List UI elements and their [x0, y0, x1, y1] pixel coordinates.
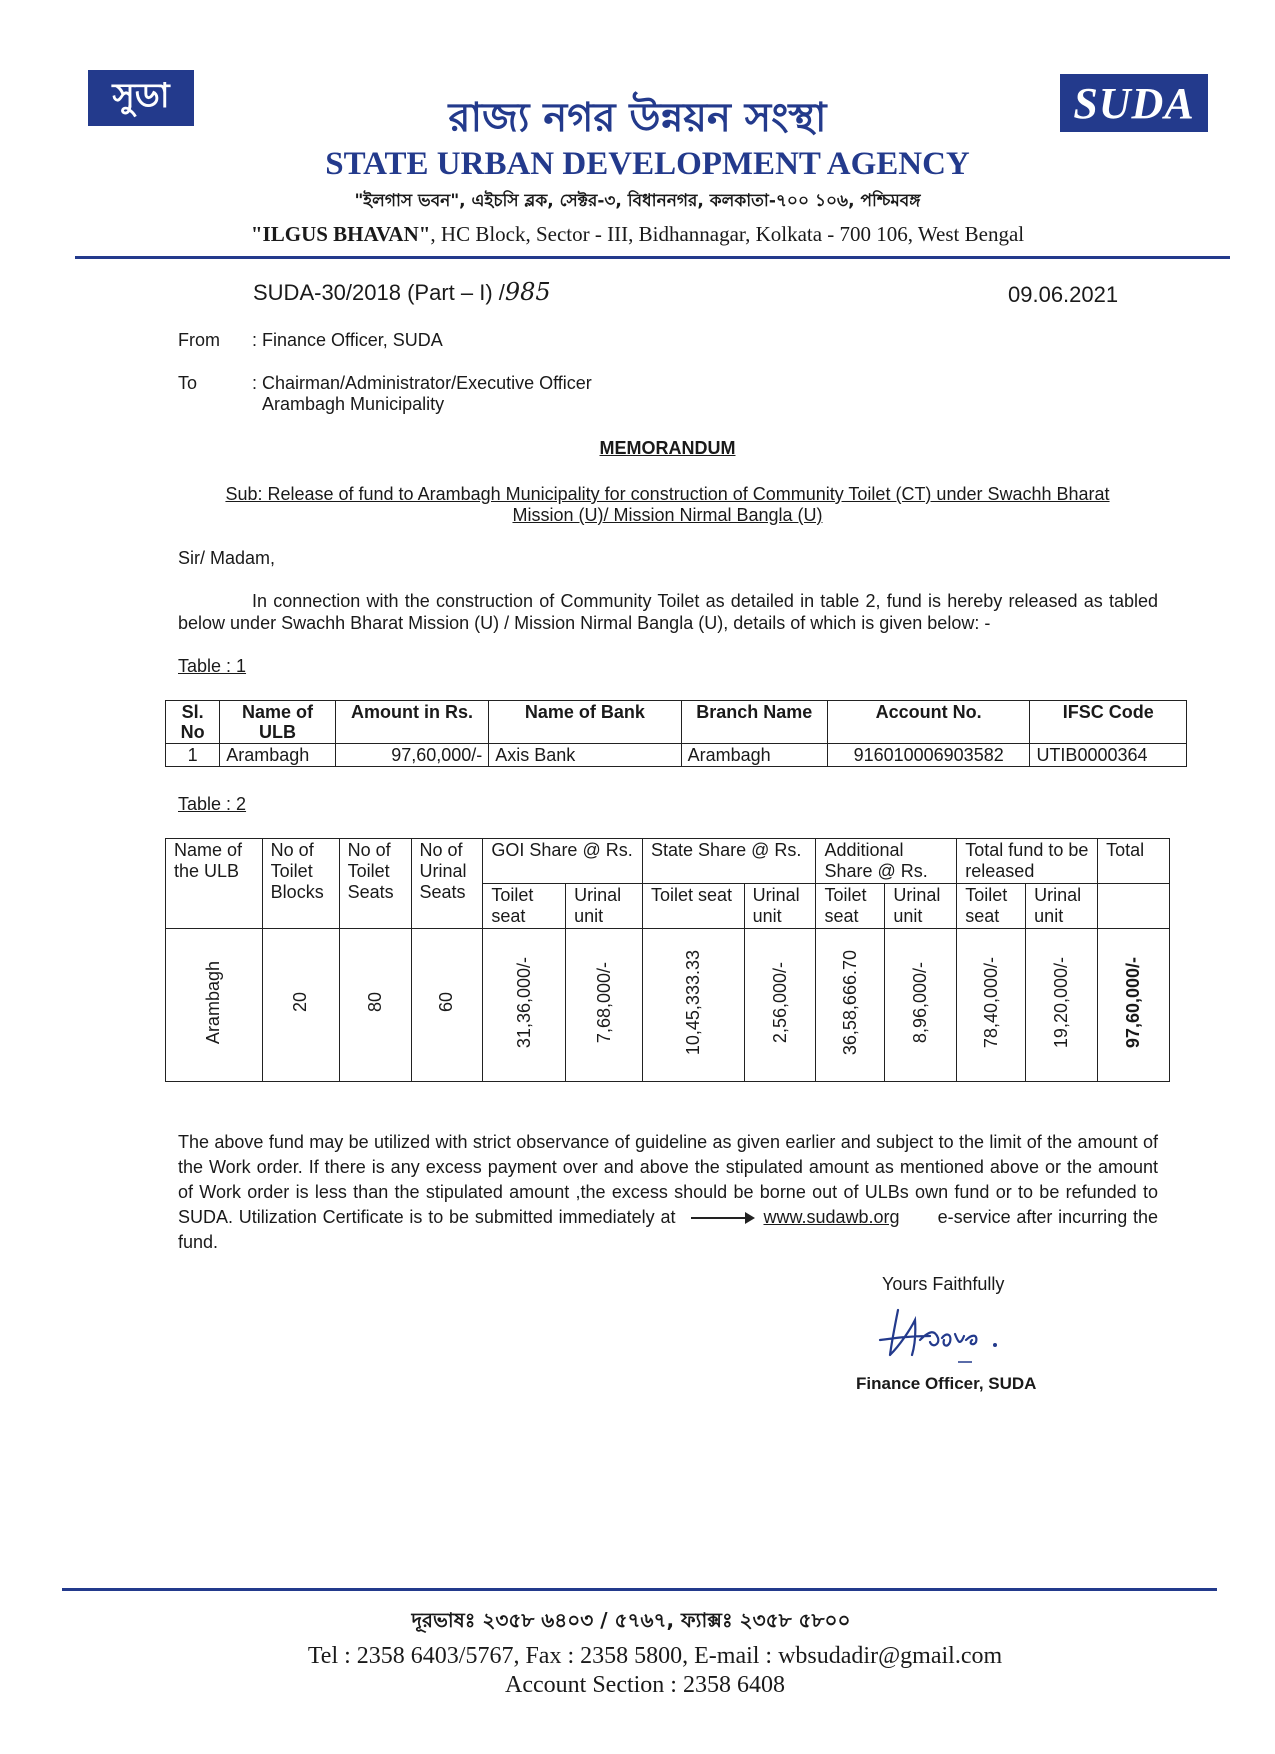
address: [0, 222, 1275, 247]
website-link[interactable]: www.sudawb.org: [763, 1207, 900, 1227]
table-cell: [643, 929, 745, 1082]
table-cell: Arambagh: [681, 744, 827, 767]
footer-account-section: Account Section : 2358 6408: [505, 1672, 785, 1698]
table-header: Account No.: [827, 701, 1030, 744]
cell-text: 2,56,000/-: [769, 961, 790, 1044]
table-cell: [957, 929, 1026, 1082]
closing-text: The above fund may be utilized with strict observance of guideline as given earlier and subject to the limit of the amount of the Work order. If there is any excess payment over and above the stipulated amount as mentioned above or the amount of Work order is less than the stipulated amount ,the excess should be borne out of ULBs own fund or to be refunded to SUDA. Utilization Certificate is to be submitted immediately at: [178, 1132, 1158, 1227]
table-header: No of Toilet Seats: [339, 839, 411, 929]
footer-contact: Tel : 2358 6403/5767, Fax : 2358 5800, E-mail : wbsudadir@gmail.com: [307, 1643, 1003, 1669]
fund-breakup-table: [165, 838, 1170, 1082]
closing-paragraph: [178, 1130, 1158, 1255]
table-header: Name of ULB: [220, 701, 336, 744]
to-label: To: [178, 373, 198, 393]
salutation: Sir/ Madam,: [178, 548, 276, 568]
cell-text: Arambagh: [203, 960, 224, 1045]
table-header: Urinal unit: [885, 884, 957, 929]
table-cell: Axis Bank: [489, 744, 681, 767]
table-header: No of Toilet Blocks: [262, 839, 339, 929]
cell-text: 31,36,000/-: [513, 956, 534, 1049]
table-cell: [1026, 929, 1098, 1082]
suda-bengali-logo: সুডা: [88, 70, 194, 126]
table-header: No of Urinal Seats: [411, 839, 483, 929]
table-header: Urinal unit: [1026, 884, 1098, 929]
table-cell: UTIB0000364: [1030, 744, 1187, 767]
memo-heading: MEMORANDUM: [599, 438, 736, 458]
arrow-icon: [691, 1217, 749, 1219]
cell-text: 20: [290, 992, 311, 1013]
table1-label: Table : 1: [178, 656, 247, 676]
table-cell: [411, 929, 483, 1082]
table-cell: [885, 929, 957, 1082]
table-row: [166, 744, 1187, 767]
handwritten-signature: [860, 1300, 1030, 1375]
table-cell: [1098, 929, 1170, 1082]
reference-text: SUDA-30/2018 (Part – I) /: [253, 280, 505, 305]
table-cell: Arambagh: [220, 744, 336, 767]
table-header: Sl. No: [166, 701, 220, 744]
table2-label: Table : 2: [178, 794, 247, 814]
closing-end: e-service after incurring the fund.: [178, 1207, 1159, 1252]
cell-text: 97,60,000/-: [1123, 956, 1144, 1049]
reference-handwritten: 985: [504, 278, 551, 306]
table-cell: [483, 929, 566, 1082]
from-value: : Finance Officer, SUDA: [252, 330, 443, 350]
building-name: "ILGUS BHAVAN": [250, 222, 431, 246]
agency-title: STATE URBAN DEVELOPMENT AGENCY: [325, 146, 970, 182]
footer-contact-bengali: দূরভাষঃ ২৩৫৮ ৬৪০৩ / ৫৭৬৭, ফ্যাক্সঃ ২৩৫৮ ৫৮০০: [411, 1608, 851, 1632]
table-header-row: [166, 701, 1187, 744]
header-divider: [75, 256, 1230, 259]
cell-text: 19,20,000/-: [1051, 956, 1072, 1049]
subject-line: Sub: Release of fund to Arambagh Municipality for construction of Community Toilet (CT) under Swachh Bharat Mission (U)/ Mission Nirmal Bangla (U): [225, 484, 1110, 525]
table-header-row: [166, 839, 1170, 884]
table-header: Urinal unit: [566, 884, 643, 929]
table-row: [166, 929, 1170, 1082]
table-cell: [744, 929, 816, 1082]
intro-paragraph: In connection with the construction of Community Toilet as detailed in table 2, fund is hereby released as tabled below under Swachh Bharat Mission (U) / Mission Nirmal Bangla (U), details of which is given below: -: [178, 591, 1158, 633]
cell-text: 36,58,666.70: [839, 949, 860, 1056]
table-header: GOI Share @ Rs.: [483, 839, 643, 884]
cell-text: 7,68,000/-: [593, 961, 614, 1044]
closing-salutation: Yours Faithfully: [882, 1274, 1005, 1294]
table-header: State Share @ Rs.: [643, 839, 816, 884]
table-cell: 916010006903582: [827, 744, 1030, 767]
from-label: From: [178, 330, 220, 350]
table-header: Total: [1098, 839, 1170, 884]
table-cell: [166, 929, 263, 1082]
table-header: Toilet seat: [643, 884, 745, 929]
bank-details-table: [165, 700, 1187, 767]
reference-number: [253, 278, 551, 306]
address-rest: , HC Block, Sector - III, Bidhannagar, Kolkata - 700 106, West Bengal: [430, 222, 1025, 246]
cell-text: 80: [364, 992, 385, 1013]
table-header: Amount in Rs.: [335, 701, 488, 744]
table-header: [1098, 884, 1170, 929]
table-cell: [816, 929, 885, 1082]
table-header: IFSC Code: [1030, 701, 1187, 744]
cell-text: 10,45,333.33: [682, 949, 703, 1056]
table-header: Branch Name: [681, 701, 827, 744]
cell-text: 60: [436, 992, 457, 1013]
table-header: Urinal unit: [744, 884, 816, 929]
table-header: Toilet seat: [816, 884, 885, 929]
table-header: Toilet seat: [957, 884, 1026, 929]
table-header: Additional Share @ Rs.: [816, 839, 957, 884]
table-cell: 97,60,000/-: [335, 744, 488, 767]
table-header: Toilet seat: [483, 884, 566, 929]
to-value-line2: Arambagh Municipality: [262, 394, 445, 414]
table-header: Name of Bank: [489, 701, 681, 744]
table-cell: [339, 929, 411, 1082]
to-value-line1: : Chairman/Administrator/Executive Officer: [252, 373, 592, 393]
table-cell: [262, 929, 339, 1082]
table-header: Name of the ULB: [166, 839, 263, 929]
signature-icon: [860, 1300, 1030, 1370]
cell-text: 78,40,000/-: [980, 956, 1001, 1049]
signatory-title: Finance Officer, SUDA: [856, 1374, 1037, 1393]
address-bengali: "ইলগাস ভবন", এইচসি ব্লক, সেক্টর-৩, বিধাননগর, কলকাতা-৭০০ ১০৬, পশ্চিমবঙ্গ: [354, 191, 921, 211]
memo-date: 09.06.2021: [1008, 282, 1119, 307]
table-cell: 1: [166, 744, 220, 767]
table-header: Total fund to be released: [957, 839, 1098, 884]
agency-title-bengali: রাজ্য নগর উন্নয়ন সংস্থা: [448, 95, 827, 141]
cell-text: 8,96,000/-: [910, 961, 931, 1044]
footer-divider: [62, 1588, 1217, 1591]
table-cell: [566, 929, 643, 1082]
suda-logo: SUDA: [1060, 74, 1208, 132]
